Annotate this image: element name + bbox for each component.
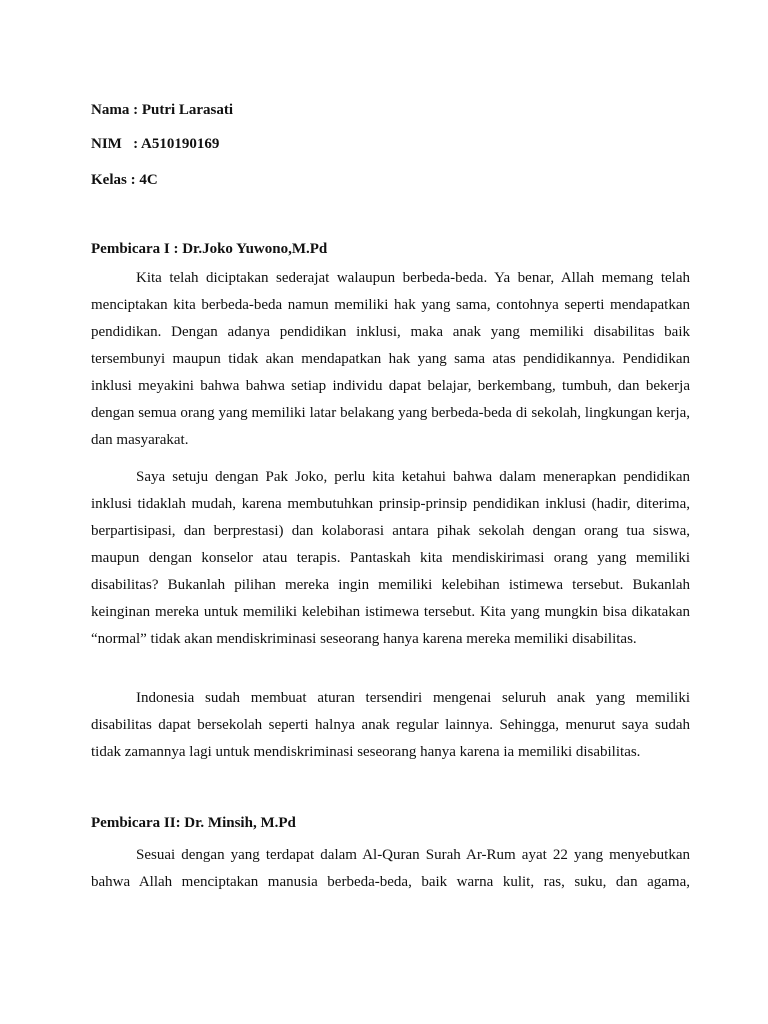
speaker-1-paragraph-1: Kita telah diciptakan sederajat walaupun berbeda-beda. Ya benar, Allah memang telah menciptakan kita berbeda-beda namun memiliki hak yang sama, contohnya seperti mendapatkan pendidikan. Dengan adanya pendidikan inklusi, maka anak yang memiliki disabilitas baik tersembunyi maupun tidak akan mendapatkan hak yang sama atas pendidikannya. Pendidikan inklusi meyakini bahwa bahwa setiap individu dapat belajar, berkembang, tumbuh, dan bekerja dengan semua orang yang memiliki latar belakang yang berbeda-beda di sekolah, lingkungan kerja, dan masyarakat.: [91, 270, 690, 448]
speaker-2-paragraph-1: Sesuai dengan yang terdapat dalam Al-Quran Surah Ar-Rum ayat 22 yang menyebutkan bahwa Allah menciptakan manusia berbeda-beda, baik warna kulit, ras, suku, dan agama,: [91, 847, 690, 890]
speaker-2-heading: Pembicara II: Dr. Minsih, M.Pd: [91, 815, 296, 831]
student-name: Nama : Putri Larasati: [91, 102, 234, 118]
speaker-1-heading: Pembicara I : Dr.Joko Yuwono,M.Pd: [91, 241, 328, 257]
speaker-1-paragraph-2: Saya setuju dengan Pak Joko, perlu kita ketahui bahwa dalam menerapkan pendidikan inklusi tidaklah mudah, karena membutuhkan prinsip-prinsip pendidikan inklusi (hadir, diterima, berpartisipasi, dan berprestasi) dan kolaborasi antara pihak sekolah dengan orang tua siswa, maupun dengan konselor atau terapis. Pantaskah kita mendiskirimasi orang yang memiliki disabilitas? Bukanlah pilihan mereka ingin memiliki kelebihan istimewa tersebut. Bukanlah keinginan mereka untuk memiliki kelebihan istimewa tersebut. Kita yang mungkin bisa dikatakan “normal” tidak akan mendiskriminasi seseorang hanya karena mereka memiliki disabilitas.: [91, 469, 690, 647]
student-class: Kelas : 4C: [91, 172, 158, 188]
speaker-1-paragraph-3: Indonesia sudah membuat aturan tersendiri mengenai seluruh anak yang memiliki disabilitas dapat bersekolah seperti halnya anak regular lainnya. Sehingga, menurut saya sudah tidak zamannya lagi untuk mendiskriminasi seseorang hanya karena ia memiliki disabilitas.: [91, 690, 690, 760]
student-nim: NIM : A510190169: [91, 136, 220, 152]
